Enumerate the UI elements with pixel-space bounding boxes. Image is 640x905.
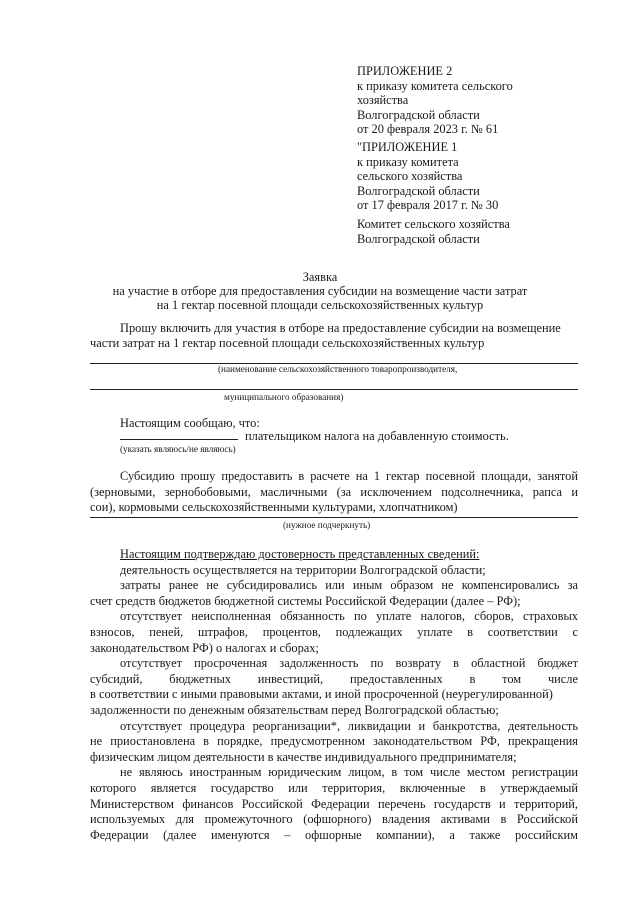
header-line: к приказу комитета [357, 154, 459, 169]
document-title: Заявка [302, 270, 338, 284]
confirmation-item [90, 656, 578, 718]
confirmation-item [90, 765, 578, 843]
confirmation-section [90, 547, 578, 843]
confirmation-line: задолженности по денежным обязательствам перед Волгоградской областью; [90, 702, 499, 717]
confirmation-line: Министерством финансов Российской Федерации перечень государств и территорий, [90, 796, 578, 811]
subsidy-paragraph [90, 469, 578, 516]
confirmation-line: не являюсь иностранным юридическим лицом, в том числе местом регистрации [120, 765, 578, 780]
notice-intro: Настоящим сообщаю, что: [120, 416, 260, 430]
request-line-2: части затрат на 1 гектар посевной площади сельскохозяйственных культур [90, 336, 485, 350]
confirmation-line: в соответствии с иными правовыми актами, и иной просроченной (неурегулированной) [90, 687, 553, 702]
confirmation-line: отсутствует неисполненная обязанность по уплате налогов, сборов, страховых [120, 609, 578, 624]
confirmation-line: деятельность осуществляется на территории Волгоградской области; [120, 562, 486, 577]
confirmation-line: используемых для промежуточного (офшорного) владения активами в Российской [90, 812, 578, 827]
subsidy-line-3: сои), кормовыми сельскохозяйственными культурами, хлопчатником) [90, 500, 458, 515]
document-subtitle-line-2: на 1 гектар посевной площади сельскохозяйственных культур [156, 298, 484, 312]
confirmation-item [90, 563, 578, 579]
header-line: Комитет сельского хозяйства [357, 217, 510, 231]
vat-text: плательщиком налога на добавленную стоимость. [245, 429, 509, 443]
producer-caption: (наименование сельскохозяйственного товаропроизводителя, [218, 364, 458, 374]
fill-line-crop [90, 517, 578, 518]
confirmation-item [90, 609, 578, 656]
header-block-2 [357, 140, 498, 213]
header-line: от 17 февраля 2017 г. № 30 [357, 198, 499, 213]
confirmation-line: законодательством РФ) о налогах и сборах; [90, 640, 319, 655]
header-line: Волгоградской области [357, 107, 480, 122]
subsidy-line-1: Субсидию прошу предоставить в расчете на 1 гектар посевной площади, занятой [120, 469, 578, 483]
municipality-caption: муниципального образования) [224, 392, 344, 402]
confirmation-line: взносов, пеней, штрафов, процентов, подлежащих уплате в соответствии с [90, 624, 578, 639]
confirmation-line: которого является государство или территория, включенные в утверждаемый [90, 780, 578, 795]
header-line: от 20 февраля 2023 г. № 61 [357, 122, 499, 137]
document-subtitle-line-1: на участие в отборе для предоставления субсидии на возмещение части затрат [112, 284, 528, 298]
confirmation-item [90, 719, 578, 766]
vat-caption: (указать являюсь/не являюсь) [120, 444, 236, 454]
subsidy-line-2: (зерновыми, зернобобовыми, масличными (за исключением подсолнечника, рапса и [90, 484, 578, 499]
confirmation-heading: Настоящим подтверждаю достоверность представленных сведений: [120, 547, 480, 561]
confirmation-line: не приостановлена в порядке, предусмотренном законодательством РФ, прекращения [90, 734, 578, 749]
header-line: Волгоградской области [357, 231, 480, 246]
header-line: "ПРИЛОЖЕНИЕ 1 [357, 140, 458, 154]
confirmation-item [90, 578, 578, 609]
header-line: к приказу комитета сельского [357, 78, 513, 93]
request-line-1: Прошу включить для участия в отборе на предоставление субсидии на возмещение [120, 321, 561, 335]
crop-caption: (нужное подчеркнуть) [283, 520, 371, 530]
header-line: сельского хозяйства [357, 169, 463, 184]
confirmation-line: счет средств бюджетов бюджетной системы Российской Федерации (далее – РФ); [90, 593, 521, 608]
confirmation-line: затраты ранее не субсидировались или иным образом не компенсировались за [120, 578, 578, 593]
confirmation-line: физическим лицом деятельности в качестве индивидуального предпринимателя; [90, 749, 517, 764]
confirmation-line: отсутствует процедура реорганизации*, ликвидации и банкротства, деятельность [120, 718, 578, 733]
header-line: хозяйства [357, 93, 409, 108]
confirmation-line: субсидий, бюджетных инвестиций, предоставленных в том числе [90, 671, 578, 686]
header-line: ПРИЛОЖЕНИЕ 2 [357, 64, 453, 78]
header-block-3 [357, 217, 510, 246]
fill-line-vat [120, 439, 238, 440]
header-line: Волгоградской области [357, 183, 480, 198]
confirmation-line: Федерации (далее именуются – офшорные компании), а также российским [90, 827, 578, 842]
confirmation-line: отсутствует просроченная задолженность по возврату в областной бюджет [120, 656, 578, 671]
header-block-1 [357, 64, 513, 137]
fill-line-municipality [90, 389, 578, 390]
